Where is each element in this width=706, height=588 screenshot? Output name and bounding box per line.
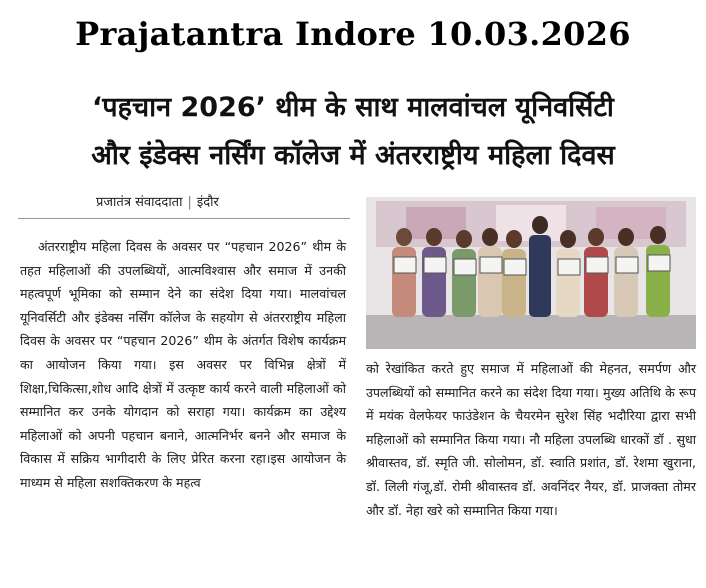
- byline: [96, 194, 219, 212]
- byline-author: प्रजातंत्र संवाददाता: [96, 195, 183, 210]
- byline-city: इंदौर: [196, 195, 219, 210]
- article-right-column: [366, 357, 696, 522]
- article-left-text: अंतरराष्ट्रीय महिला दिवस के अवसर पर “पहचान 2026” थीम के तहत महिलाओं की उपलब्धियों, आत्मविश्वास और समाज में उनकी महत्वपूर्ण भूमिका को सम्मान देने का संदेश दिया गया। मालवांचल यूनिवर्सिटी और इंडेक्स नर्सिंग कॉलेज के सहयोग से अंतरराष्ट्रीय महिला दिवस के अवसर पर “पहचान 2026” थीम के अंतर्गत विशेष कार्यक्रम का आयोजन किया गया। इस अवसर पर विभिन्न क्षेत्रों में शिक्षा,चिकित्सा,शोध आदि क्षेत्रों में उत्कृष्ट कार्य करने वाली महिलाओं को सम्मानित कर उनके योगदान को सराहा गया। कार्यक्रम का उद्देश्य महिलाओं को अपनी पहचान बनाने, आत्मनिर्भर बनने और समाज के विकास में सक्रिय भागीदारी के लिए प्रेरित करना रहा।इस आयोजन के माध्यम से महिला सशक्तिकरण के महत्व: [20, 239, 346, 490]
- headline: [8, 84, 698, 180]
- group-photo-icon: [366, 197, 696, 349]
- byline-separator: |: [187, 195, 192, 210]
- article-right-text: को रेखांकित करते हुए समाज में महिलाओं की मेहनत, समर्पण और उपलब्धियों को सम्मानित करने का संदेश दिया गया। मुख्य अतिथि के रूप में मयंक वेलफेयर फाउंडेशन के चैयरमेन सुरेश सिंह भदौरिया द्वारा सभी महिलाओं को सम्मानित किया गया। नौ महिला उपलब्धि धारकों डॉ . सुधा श्रीवास्तव, डॉ. स्मृति जी. सोलोमन, डॉ. स्वाति प्रशांत, डॉ. रेशमा खुराना, डॉ. लिली गंजू,डॉ. रोमी श्रीवास्तव डॉ. अवनिंदर नैयर, डॉ. प्राजक्ता तोमर और डॉ. नेहा खरे को सम्मानित किया गया।: [366, 361, 696, 518]
- article-left-column: [20, 235, 346, 495]
- headline-line-2: और इंडेक्स नर्सिंग कॉलेज में अंतरराष्ट्रीय महिला दिवस: [91, 140, 615, 171]
- headline-line-1: ‘पहचान 2026’ थीम के साथ मालवांचल यूनिवर्सिटी: [92, 92, 614, 123]
- byline-rule: [18, 218, 350, 219]
- masthead: Prajatantra Indore 10.03.2026: [75, 15, 631, 53]
- event-photo: [366, 197, 696, 349]
